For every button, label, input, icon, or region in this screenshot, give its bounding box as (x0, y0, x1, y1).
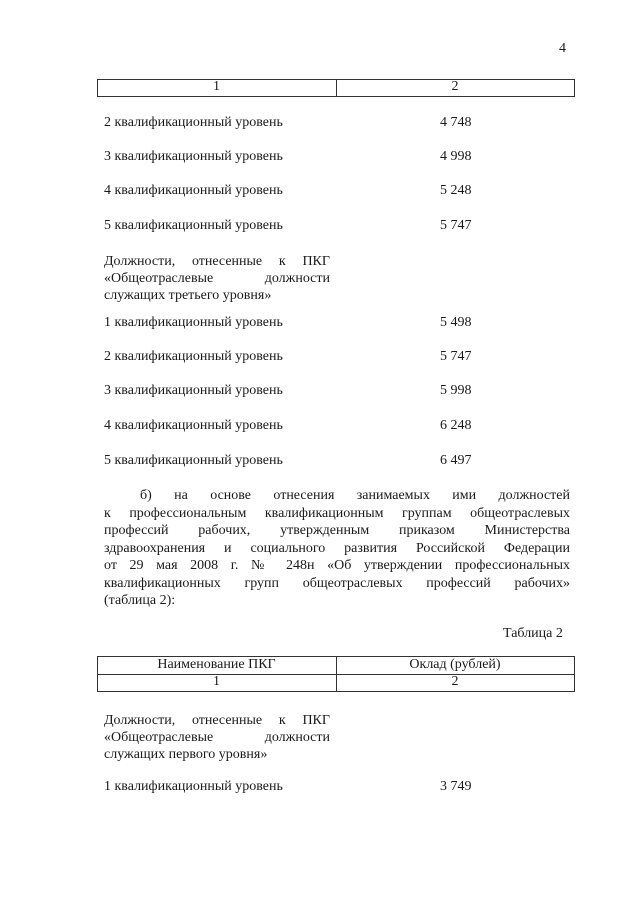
table-row-label: 4 квалификационный уровень (104, 418, 283, 433)
paragraph-line: квалификационных групп общеотраслевых профессий рабочих» (104, 575, 570, 591)
group-heading-line: «Общеотраслевые должности (104, 271, 330, 286)
table-row-label: 5 квалификационный уровень (104, 453, 283, 468)
table2-col-number-2: 2 (451, 674, 459, 689)
group-heading-line: Должности, отнесенные к ПКГ (104, 713, 330, 728)
group-heading-line: служащих третьего уровня» (104, 288, 272, 303)
table-row-value: 6 248 (440, 418, 472, 433)
group-heading-line: Должности, отнесенные к ПКГ (104, 254, 330, 269)
table1-col-number-2: 2 (451, 79, 459, 94)
table-row-value: 4 998 (440, 149, 472, 164)
table2-col-number-1: 1 (213, 674, 220, 689)
table-row-value: 5 747 (440, 349, 472, 364)
table2-right-rule (574, 656, 575, 691)
table2-bottom-rule (97, 691, 575, 692)
table-row-value: 5 248 (440, 183, 472, 198)
table-row-value: 5 747 (440, 218, 472, 233)
table1-right-rule (574, 79, 575, 96)
table-row-value: 6 497 (440, 453, 472, 468)
table-row-label: 1 квалификационный уровень (104, 315, 283, 330)
paragraph-line: к профессиональным квалификационным группам общеотраслевых (104, 505, 570, 521)
table2-header-salary: Оклад (рублей) (409, 657, 501, 672)
paragraph-line: профессий рабочих, утвержденным приказом Министерства (104, 523, 570, 538)
table2-header-name: Наименование ПКГ (157, 657, 276, 672)
table-row-value: 5 998 (440, 383, 472, 398)
paragraph-line: б) на основе отнесения занимаемых ими должностей (140, 488, 570, 503)
table1-bottom-rule (97, 96, 575, 97)
body-paragraph (104, 487, 570, 610)
table1-col-number-1: 1 (213, 79, 220, 94)
group-heading-third-level (104, 253, 330, 304)
table2-caption: Таблица 2 (503, 626, 563, 641)
table-row-value: 3 749 (440, 779, 472, 794)
paragraph-line: здравоохранения и социального развития Российской Федерации (104, 540, 570, 556)
paragraph-line: (таблица 2): (104, 593, 176, 608)
table-row-value: 5 498 (440, 315, 472, 330)
table-row-label: 5 квалификационный уровень (104, 218, 283, 233)
table-row-label: 1 квалификационный уровень (104, 779, 283, 794)
table-row-label: 4 квалификационный уровень (104, 183, 283, 198)
table-row-label: 3 квалификационный уровень (104, 383, 283, 398)
page-number: 4 (559, 41, 566, 56)
paragraph-line: от 29 мая 2008 г. № 248н «Об утверждении профессиональных (104, 558, 570, 573)
group-heading-line: «Общеотраслевые должности (104, 730, 330, 745)
table-row-label: 3 квалификационный уровень (104, 149, 283, 164)
group-heading-line: служащих первого уровня» (104, 747, 268, 762)
table-row-value: 4 748 (440, 115, 472, 130)
table-row-label: 2 квалификационный уровень (104, 349, 283, 364)
table-row-label: 2 квалификационный уровень (104, 115, 283, 130)
group-heading-first-level (104, 712, 330, 763)
